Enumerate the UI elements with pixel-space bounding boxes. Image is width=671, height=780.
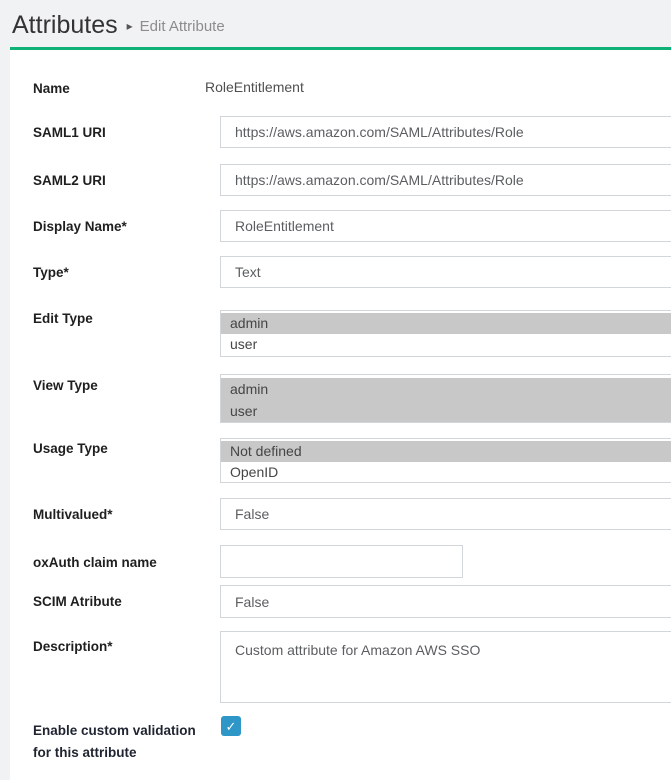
custom-validation-label-line2: for this attribute: [33, 745, 137, 760]
saml1-uri-label: SAML1 URI: [33, 125, 106, 140]
view-type-option-user[interactable]: user: [221, 400, 671, 422]
breadcrumb-caret-icon: ▸: [126, 19, 133, 33]
name-label: Name: [33, 81, 70, 96]
display-name-input[interactable]: [220, 210, 671, 242]
breadcrumb: [12, 6, 225, 44]
page-subtitle: Edit Attribute: [139, 18, 225, 35]
oxauth-claim-name-input[interactable]: [220, 545, 463, 578]
description-label: Description*: [33, 639, 113, 654]
edit-type-option-admin[interactable]: admin: [221, 313, 671, 334]
oxauth-claim-name-label: oxAuth claim name: [33, 555, 157, 570]
scim-attribute-label: SCIM Atribute: [33, 594, 122, 609]
view-type-option-admin[interactable]: admin: [221, 378, 671, 400]
type-select-value: Text: [235, 264, 261, 280]
usage-type-label: Usage Type: [33, 441, 108, 456]
edit-type-label: Edit Type: [33, 311, 93, 326]
view-type-listbox[interactable]: [220, 374, 671, 423]
edit-attribute-panel: [10, 47, 671, 780]
type-label: Type*: [33, 265, 69, 280]
usage-type-option-openid[interactable]: OpenID: [221, 462, 671, 483]
multivalued-select[interactable]: [220, 498, 671, 530]
name-value: RoleEntitlement: [205, 79, 304, 95]
display-name-label: Display Name*: [33, 219, 127, 234]
page-title: Attributes: [12, 10, 118, 39]
usage-type-listbox[interactable]: [220, 438, 671, 483]
custom-validation-checkbox[interactable]: [221, 716, 241, 736]
view-type-label: View Type: [33, 378, 98, 393]
multivalued-select-value: False: [235, 506, 270, 522]
edit-type-listbox[interactable]: [220, 310, 671, 357]
saml1-uri-input[interactable]: [220, 116, 671, 148]
saml2-uri-input[interactable]: [220, 164, 671, 196]
check-icon: ✓: [225, 718, 237, 734]
scim-attribute-select-value: False: [235, 593, 270, 610]
description-textarea[interactable]: [220, 631, 671, 703]
scim-attribute-select[interactable]: [220, 585, 671, 618]
custom-validation-label: [33, 720, 223, 764]
usage-type-option-not-defined[interactable]: Not defined: [221, 441, 671, 462]
saml2-uri-label: SAML2 URI: [33, 173, 106, 188]
multivalued-label: Multivalued*: [33, 507, 113, 522]
type-select[interactable]: [220, 256, 671, 288]
edit-type-option-user[interactable]: user: [221, 334, 671, 355]
custom-validation-label-line1: Enable custom validation: [33, 723, 196, 738]
